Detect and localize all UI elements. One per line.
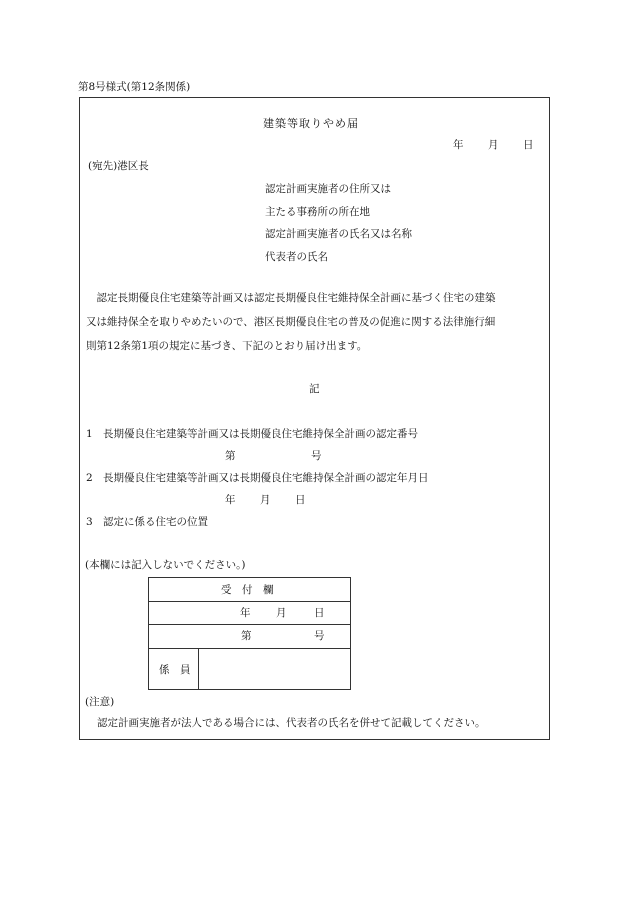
item-2-year: 年 bbox=[225, 494, 236, 506]
reception-header: 受 付 欄 bbox=[221, 584, 274, 596]
addressee: (宛先)港区長 bbox=[88, 160, 149, 172]
item-1-text: 長期優良住宅建築等計画又は長期優良住宅維持保全計画の認定番号 bbox=[103, 428, 418, 440]
notes-heading: (注意) bbox=[85, 696, 115, 708]
staff-divider bbox=[198, 649, 199, 690]
date-year: 年 bbox=[453, 139, 464, 151]
form-number: 第8号様式(第12条関係) bbox=[78, 81, 191, 93]
date-day: 日 bbox=[523, 139, 534, 151]
reception-day: 日 bbox=[314, 607, 325, 619]
reception-table bbox=[148, 577, 351, 690]
page-title: 建築等取りやめ届 bbox=[263, 117, 359, 130]
office-use-note: (本欄には記入しないでください。) bbox=[85, 559, 246, 571]
reception-number-prefix: 第 bbox=[241, 630, 252, 642]
notes-text: 認定計画実施者が法人である場合には、代表者の氏名を併せて記載してください。 bbox=[97, 717, 486, 729]
reception-year: 年 bbox=[240, 607, 251, 619]
body-line-2: 又は維持保全を取りやめたいので、港区長期優良住宅の普及の促進に関する法律施行細 bbox=[86, 316, 496, 328]
item-2-day: 日 bbox=[295, 494, 306, 506]
item-2-month: 月 bbox=[260, 494, 271, 506]
item-3-text: 認定に係る住宅の位置 bbox=[103, 516, 208, 528]
applicant-office-label: 主たる事務所の所在地 bbox=[265, 206, 370, 218]
reception-number-suffix: 号 bbox=[314, 630, 325, 642]
item-2-number: 2 bbox=[86, 472, 93, 484]
item-1-suffix: 号 bbox=[311, 450, 322, 462]
applicant-name-label: 認定計画実施者の氏名又は名称 bbox=[265, 228, 412, 240]
date-month: 月 bbox=[488, 139, 499, 151]
staff-label: 係 員 bbox=[159, 664, 191, 676]
item-1-prefix: 第 bbox=[225, 450, 236, 462]
reception-number-row bbox=[149, 624, 350, 649]
reception-date-row bbox=[149, 601, 350, 625]
body-line-3: 則第12条第1項の規定に基づき、下記のとおり届け出ます。 bbox=[86, 340, 368, 352]
reception-month: 月 bbox=[276, 607, 287, 619]
item-3-number: 3 bbox=[86, 516, 93, 528]
ki-heading: 記 bbox=[309, 383, 320, 395]
item-1-number: 1 bbox=[86, 428, 93, 440]
applicant-address-label: 認定計画実施者の住所又は bbox=[265, 183, 391, 195]
representative-name-label: 代表者の氏名 bbox=[265, 251, 328, 263]
item-2-text: 長期優良住宅建築等計画又は長期優良住宅維持保全計画の認定年月日 bbox=[103, 472, 429, 484]
reception-header-row bbox=[149, 578, 350, 602]
body-line-1: 認定長期優良住宅建築等計画又は認定長期優良住宅維持保全計画に基づく住宅の建築 bbox=[86, 292, 496, 304]
